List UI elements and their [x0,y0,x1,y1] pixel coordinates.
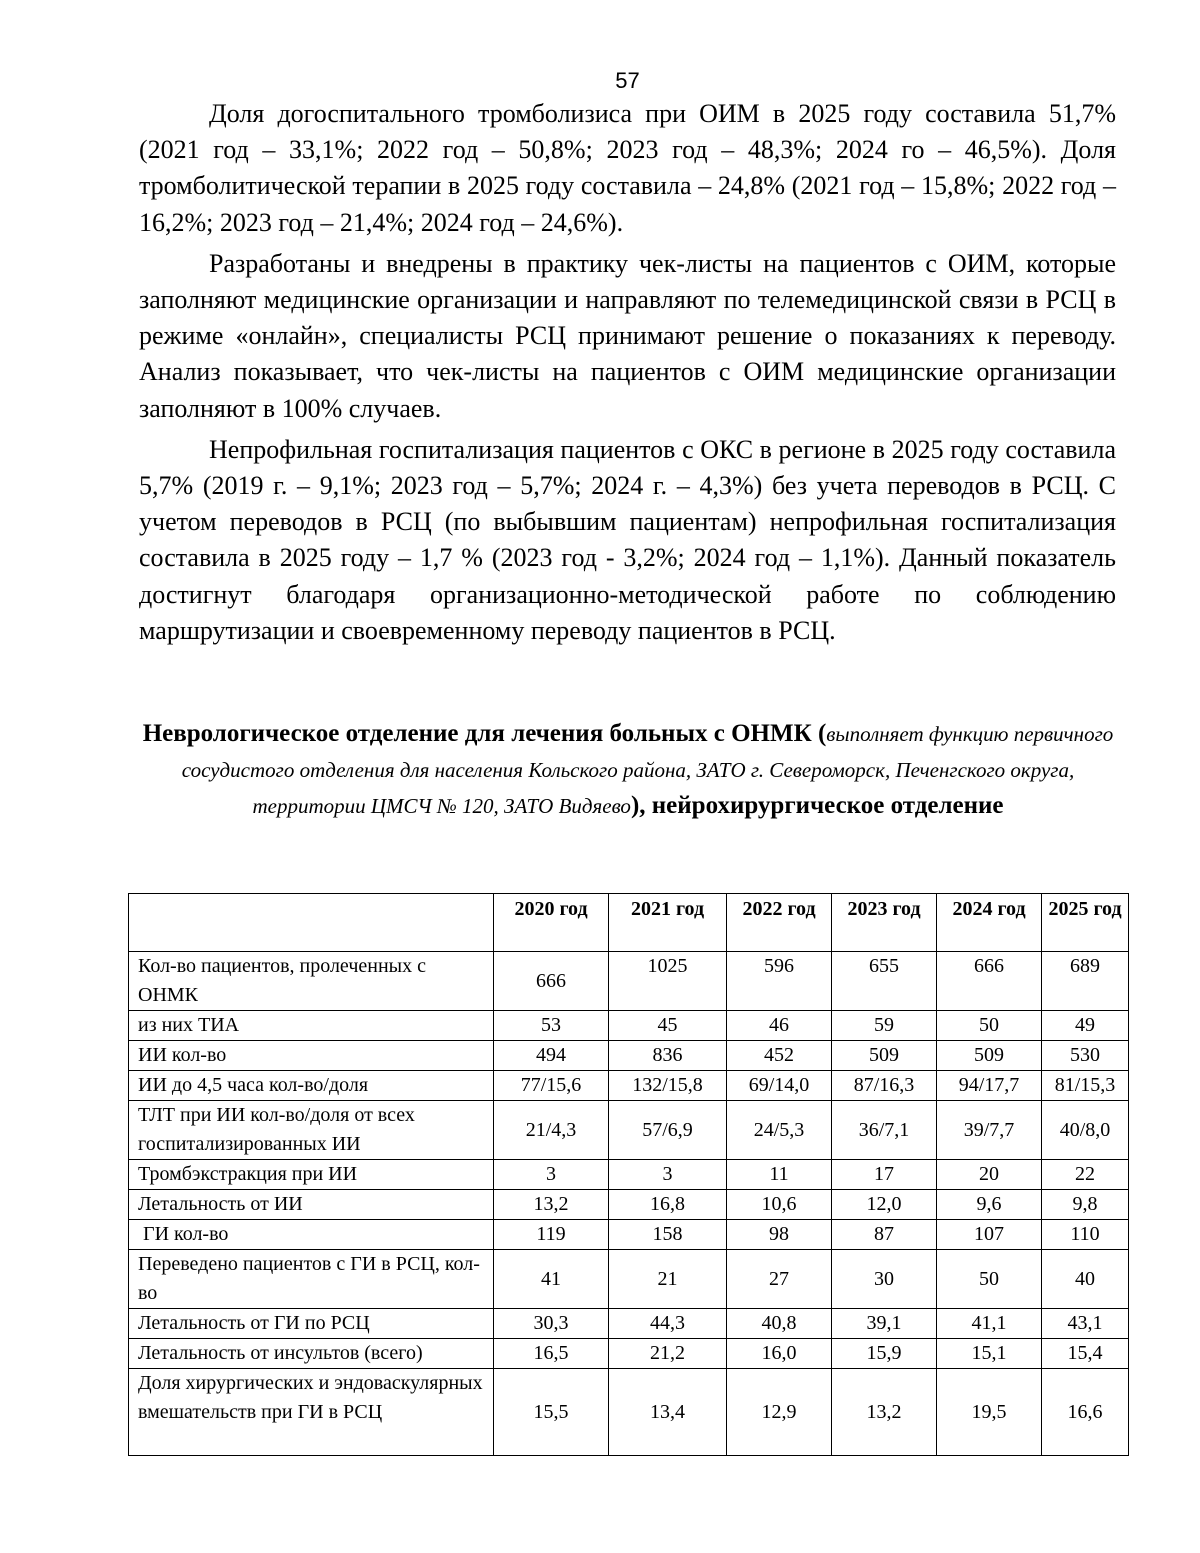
table-cell: 509 [937,1041,1042,1071]
table-cell: 10,6 [727,1190,832,1220]
table-header-cell: 2024 год [937,894,1042,952]
table-row [129,1220,1129,1250]
table-row [129,1160,1129,1190]
table-cell: 655 [832,952,937,1011]
table-cell: 46 [727,1011,832,1041]
table-cell: 16,5 [494,1339,609,1369]
table-cell: 17 [832,1160,937,1190]
table-cell: 15,1 [937,1339,1042,1369]
table-cell: 20 [937,1160,1042,1190]
table-row [129,1369,1129,1456]
table-cell: 110 [1042,1220,1129,1250]
paragraph-hospitalization: Непрофильная госпитализация пациентов с ОКС в регионе в 2025 году составила 5,7% (2019 г. – 9,1%; 2023 год – 5,7%; 2024 г. – 4,3%) без учета переводов в РСЦ. С учетом переводов в РСЦ (по выбывшим пациентам) непрофильная госпитализация составила в 2025 году – 1,7 % (2023 год - 3,2%; 2024 год – 1,1%). Данный показатель достигнут благодаря организационно-методической работе по соблюдению маршрутизации и своевременному переводу пациентов в РСЦ. [139,434,1116,645]
row-label: ГИ кол-во [129,1220,494,1250]
table-cell: 21/4,3 [494,1101,609,1160]
table-cell: 57/6,9 [609,1101,727,1160]
table-header-cell: 2022 год [727,894,832,952]
table-cell: 44,3 [609,1309,727,1339]
table-cell: 158 [609,1220,727,1250]
table-header-row [129,894,1129,952]
section-title-end: ), нейрохирургическое отделение [630,792,1004,819]
stats-table-wrapper [128,893,1129,1456]
table-cell: 27 [727,1250,832,1309]
table-cell: 13,2 [832,1369,937,1456]
row-label: ИИ до 4,5 часа кол-во/доля [129,1071,494,1101]
row-label: Летальность от ГИ по РСЦ [129,1309,494,1339]
table-header-cell: 2023 год [832,894,937,952]
row-label: Летальность от ИИ [129,1190,494,1220]
table-cell: 13,2 [494,1190,609,1220]
table-cell: 15,4 [1042,1339,1129,1369]
table-cell: 596 [727,952,832,1011]
table-cell: 3 [494,1160,609,1190]
table-header-cell: 2025 год [1042,894,1129,952]
table-cell: 41 [494,1250,609,1309]
table-cell: 81/15,3 [1042,1071,1129,1101]
table-row [129,952,1129,1011]
table-cell: 452 [727,1041,832,1071]
table-cell: 30,3 [494,1309,609,1339]
stroke-stats-table [128,893,1129,1456]
table-cell: 53 [494,1011,609,1041]
table-cell: 16,8 [609,1190,727,1220]
table-cell: 40,8 [727,1309,832,1339]
table-cell: 9,6 [937,1190,1042,1220]
table-cell: 15,5 [494,1369,609,1456]
table-cell: 43,1 [1042,1309,1129,1339]
table-cell: 19,5 [937,1369,1042,1456]
table-cell: 132/15,8 [609,1071,727,1101]
table-cell: 98 [727,1220,832,1250]
table-row [129,1339,1129,1369]
table-cell: 107 [937,1220,1042,1250]
body-text [139,96,1116,654]
table-cell: 59 [832,1011,937,1041]
table-cell: 1025 [609,952,727,1011]
row-label: ТЛТ при ИИ кол-во/доля от всех госпитализированных ИИ [129,1101,494,1160]
table-cell: 45 [609,1011,727,1041]
section-title-main: Неврологическое отделение для лечения больных с ОНМК [142,720,812,747]
table-cell: 50 [937,1250,1042,1309]
table-cell: 530 [1042,1041,1129,1071]
section-title-paren: ( [811,720,827,747]
row-label: ИИ кол-во [129,1041,494,1071]
table-header-cell: 2021 год [609,894,727,952]
table-cell: 22 [1042,1160,1129,1190]
table-cell: 21 [609,1250,727,1309]
table-cell: 40/8,0 [1042,1101,1129,1160]
table-cell: 119 [494,1220,609,1250]
table-cell: 41,1 [937,1309,1042,1339]
table-cell: 30 [832,1250,937,1309]
table-cell: 666 [937,952,1042,1011]
table-cell: 40 [1042,1250,1129,1309]
row-label: Тромбэкстракция при ИИ [129,1160,494,1190]
table-cell: 3 [609,1160,727,1190]
table-cell: 12,0 [832,1190,937,1220]
table-row [129,1309,1129,1339]
section-title-note: выполняет функцию первичного сосудистого отделения для населения Кольского района, ЗАТО г. Североморск, Печенгского округа, территории ЦМСЧ № 120, ЗАТО Видяево [181,722,1114,818]
row-label: из них ТИА [129,1011,494,1041]
table-cell: 15,9 [832,1339,937,1369]
table-cell: 9,8 [1042,1190,1129,1220]
table-row [129,1071,1129,1101]
table-cell: 87/16,3 [832,1071,937,1101]
section-title [138,716,1118,824]
table-cell: 50 [937,1011,1042,1041]
table-cell: 509 [832,1041,937,1071]
paragraph-thrombolysis: Доля догоспитального тромболизиса при ОИМ в 2025 году составила 51,7% (2021 год – 33,1%; 2022 год – 50,8%; 2023 год – 48,3%; 2024 го – 46,5%). Доля тромболитической терапии в 2025 году составила – 24,8% (2021 год – 15,8%; 2022 год – 16,2%; 2023 год – 21,4%; 2024 год – 24,6%). [139,99,1116,237]
table-cell: 39,1 [832,1309,937,1339]
table-row [129,1011,1129,1041]
table-row [129,1101,1129,1160]
table-cell: 13,4 [609,1369,727,1456]
table-cell: 39/7,7 [937,1101,1042,1160]
table-cell: 666 [494,952,609,1011]
table-cell: 69/14,0 [727,1071,832,1101]
row-label: Переведено пациентов с ГИ в РСЦ, кол-во [129,1250,494,1309]
table-header-cell: 2020 год [494,894,609,952]
table-cell: 16,0 [727,1339,832,1369]
table-cell: 87 [832,1220,937,1250]
row-label: Летальность от инсультов (всего) [129,1339,494,1369]
table-cell: 12,9 [727,1369,832,1456]
table-cell: 24/5,3 [727,1101,832,1160]
table-cell: 36/7,1 [832,1101,937,1160]
table-cell: 836 [609,1041,727,1071]
table-cell: 77/15,6 [494,1071,609,1101]
table-cell: 16,6 [1042,1369,1129,1456]
table-row [129,1190,1129,1220]
row-label: Кол-во пациентов, пролеченных с ОНМК [129,952,494,1011]
table-cell: 11 [727,1160,832,1190]
page-number: 57 [615,68,640,93]
table-cell: 21,2 [609,1339,727,1369]
table-cell: 494 [494,1041,609,1071]
row-label: Доля хирургических и эндоваскулярных вмешательств при ГИ в РСЦ [129,1369,494,1456]
table-cell: 94/17,7 [937,1071,1042,1101]
table-row [129,1250,1129,1309]
table-header-cell [129,894,494,952]
table-cell: 689 [1042,952,1129,1011]
paragraph-checklists: Разработаны и внедрены в практику чек-листы на пациентов с ОИМ, которые заполняют медицинские организации и направляют по телемедицинской связи в РСЦ в режиме «онлайн», специалисты РСЦ принимают решение о показаниях к переводу. Анализ показывает, что чек-листы на пациентов с ОИМ медицинские организации заполняют в 100% случаев. [139,248,1116,423]
table-row [129,1041,1129,1071]
table-cell: 49 [1042,1011,1129,1041]
